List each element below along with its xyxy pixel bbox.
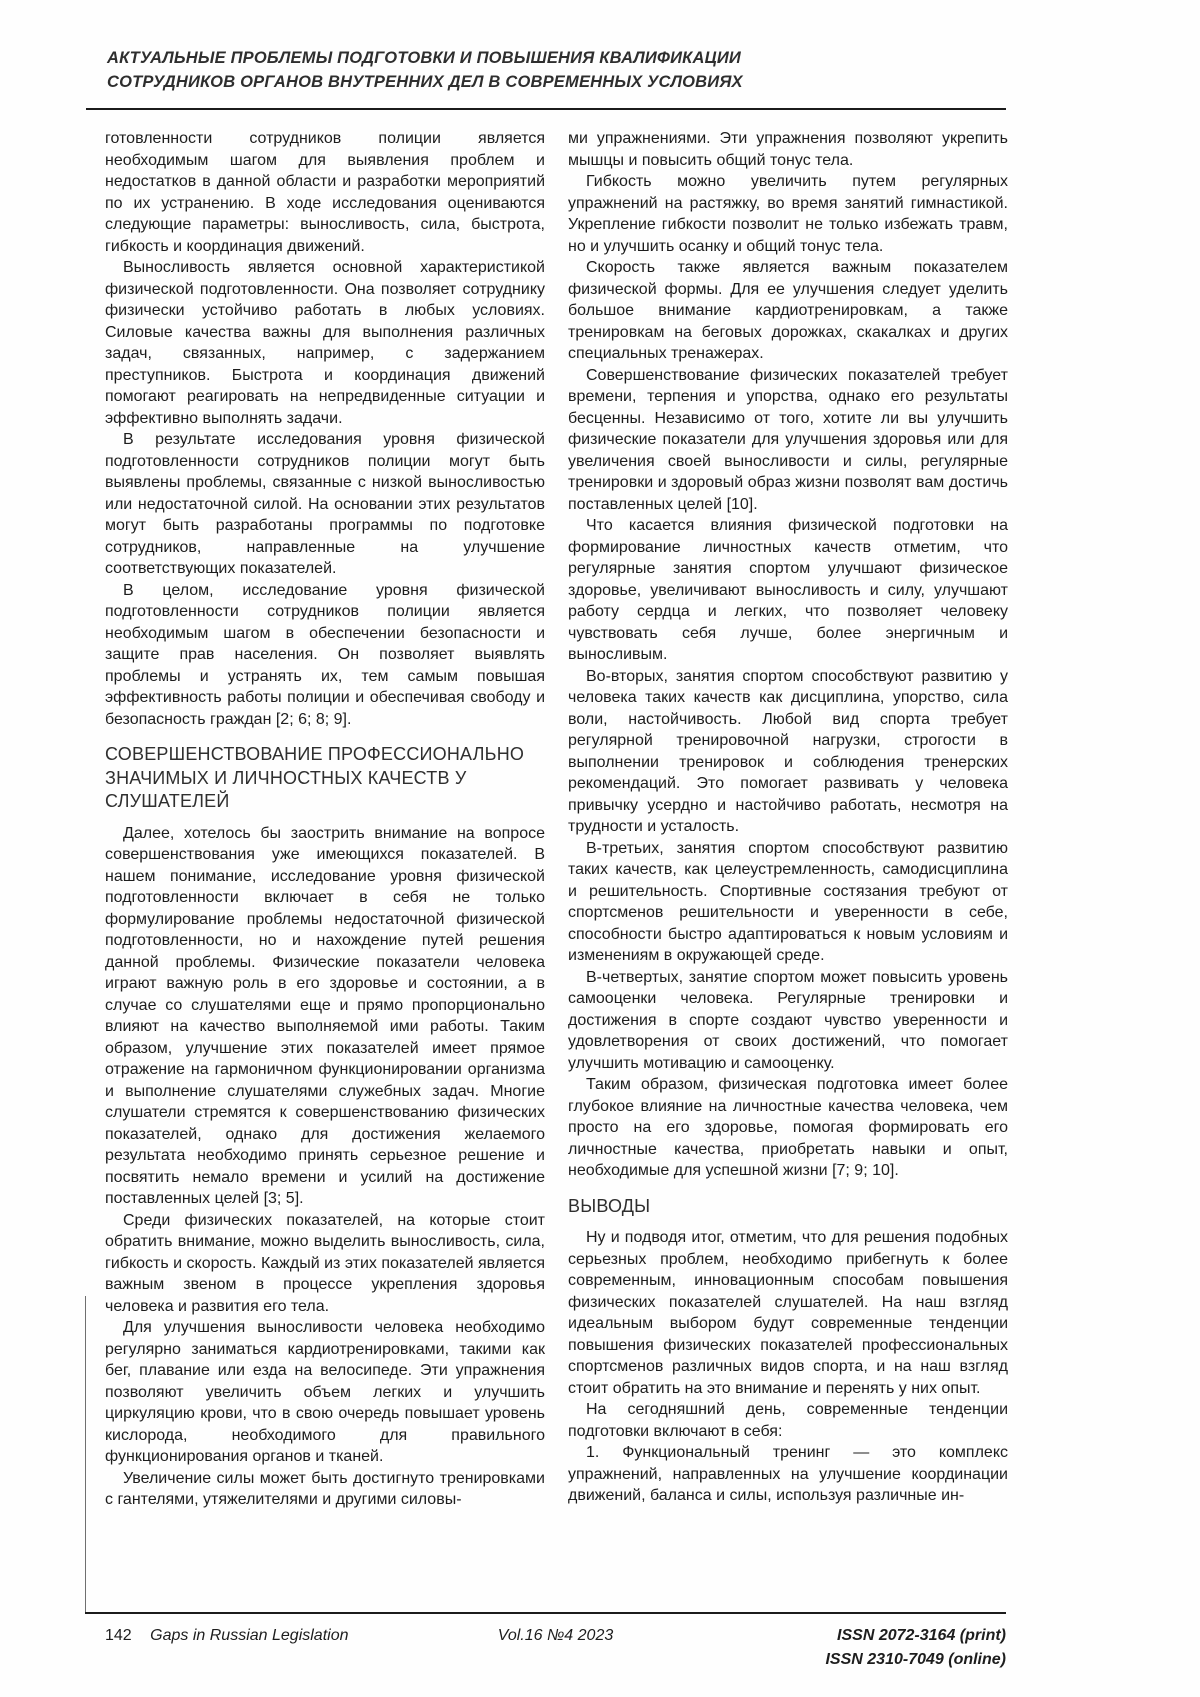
paragraph: Увеличение силы может быть достигнуто тренировками с гантелями, утяжелителями и другими силовы-	[105, 1469, 545, 1508]
paragraph: 1. Функциональный тренинг — это комплекс упражнений, направленных на улучшение координации движений, баланса и силы, используя различные ин-	[568, 1444, 1008, 1504]
paragraph: Совершенствование физических показателей требует времени, терпения и упорства, однако его результаты бесценны. Независимо от того, хотите ли вы улучшить физические показатели для улучшения здоровья или для увеличения своей выносливости и силы, регулярные тренировки и здоровый образ жизни позволят вам достичь поставленных целей [10].	[568, 366, 1008, 513]
paragraph: Выносливость является основной характеристикой физической подготовленности. Она позволяет сотруднику физически устойчиво работать в любых условиях. Силовые качества важны для выполнения различных задач, связанных, например, с задержанием преступников. Быстрота и координация движений помогают реагировать на непредвиденные ситуации и эффективно выполнять задачи.	[105, 259, 545, 427]
footer-rule	[85, 1612, 1006, 1614]
paragraph: Гибкость можно увеличить путем регулярных упражнений на растяжку, во время занятий гимнастикой. Укрепление гибкости позволит не только избежать травм, но и улучшить осанку и общий тонус тела.	[568, 173, 1008, 255]
issn-print: ISSN 2072-3164 (print)	[837, 1627, 1006, 1644]
section-heading-improvement: СОВЕРШЕНСТВОВАНИЕ ПРОФЕССИОНАЛЬНО ЗНАЧИМЫХ И ЛИЧНОСТНЫХ КАЧЕСТВ У СЛУШАТЕЛЕЙ	[105, 744, 525, 811]
footer-right	[825, 1624, 1006, 1672]
paragraph: Далее, хотелось бы заострить внимание на вопросе совершенствования уже имеющихся показателей. В нашем понимание, исследование уровня физической подготовленности включает в себя не только формулирование проблемы недостаточной физической подготовленности, но и нахождение путей решения данной проблемы. Физические показатели человека играют важную роль в его здоровье и состоянии, а в случае со слушателями еще и прямо пропорционально влияют на качество выполняемой ими работы. Таким образом, улучшение этих показателей имеет прямое отражение на гармоничном функционировании организма и выполнение слушателями служебных задач. Многие слушатели стремятся к совершенствованию физических показателей, однако для достижения желаемого результата необходимо принять серьезное решение и посвятить немало времени и усилий на достижение поставленных целей [3; 5].	[105, 824, 545, 1207]
section-heading-conclusions: ВЫВОДЫ	[568, 1195, 651, 1216]
left-column	[105, 128, 545, 1511]
paragraph: Для улучшения выносливости человека необходимо регулярно заниматься кардиотренировками, такими как бег, плавание или езда на велосипеде. Эти упражнения позволяют увеличить объем легких и улучшить циркуляцию крови, что в свою очередь повышает уровень кислорода, необходимого для правильного функционирования органов и тканей.	[105, 1319, 545, 1465]
right-column	[568, 128, 1008, 1511]
page-footer	[105, 1624, 1006, 1672]
paragraph: В-третьих, занятия спортом способствуют развитию таких качеств, как целеустремленность, самодисциплина и решительность. Спортивные состязания требуют от спортсменов решительности и уверенности в себе, способности быстро адаптироваться к новым условиям и изменениям в окружающей среде.	[568, 839, 1008, 964]
volume-info: Vol.16 №4 2023	[497, 1627, 614, 1644]
header-rule	[86, 108, 1006, 110]
paragraph: Таким образом, физическая подготовка имеет более глубокое влияние на личностные качества человека, чем просто на его здоровье, помогая формировать его личностные качества, приобретать навыки и опыт, необходимые для успешной жизни [7; 9; 10].	[568, 1076, 1008, 1179]
issn-online: ISSN 2310-7049 (online)	[825, 1651, 1006, 1668]
page-number: 142	[105, 1627, 132, 1644]
journal-title: Gaps in Russian Legislation	[150, 1627, 349, 1644]
paragraph: Во-вторых, занятия спортом способствуют развитию у человека таких качеств как дисциплина, упорство, сила воли, настойчивость. Любой вид спорта требует регулярной тренировочной нагрузки, строгости в выполнении тренировок и соблюдения тренерских рекомендаций. Это помогает развивать у человека привычку усердно и настойчиво работать, несмотря на трудности и усталость.	[568, 667, 1008, 835]
article-body	[105, 128, 1008, 1511]
paragraph: В-четвертых, занятие спортом может повысить уровень самооценки человека. Регулярные тренировки и достижения в спорте создают чувство уверенности и удовлетворения от своих достижений, что помогает улучшить мотивацию и самооценку.	[568, 968, 1008, 1072]
paragraph: На сегодняшний день, современные тенденции подготовки включают в себя:	[568, 1401, 1008, 1440]
paragraph: Что касается влияния физической подготовки на формирование личностных качеств отметим, что регулярные занятия спортом улучшают физическое здоровье, увеличивают выносливость и силу, улучшают работу сердца и легких, что позволяет человеку чувствовать себя лучше, более энергичным и выносливым.	[568, 517, 1008, 663]
footer-left	[105, 1624, 349, 1648]
paragraph: Среди физических показателей, на которые стоит обратить внимание, можно выделить выносливость, сила, гибкость и скорость. Каждый из этих показателей является важным звеном в процессе укрепления здоровья человека и развития его тела.	[105, 1211, 545, 1315]
paragraph: Ну и подводя итог, отметим, что для решения подобных серьезных проблем, необходимо прибегнуть к более современным, инновационным способам повышения физических показателей слушателей. На наш взгляд идеальным выбором будут современные тенденции повышения физических показателей профессиональных спортсменов различных видов спорта, и на наш взгляд стоит обратить на это внимание и перенять у них опыт.	[568, 1229, 1008, 1397]
left-margin-rule	[85, 1296, 86, 1612]
running-head-line1: АКТУАЛЬНЫЕ ПРОБЛЕМЫ ПОДГОТОВКИ И ПОВЫШЕНИЯ КВАЛИФИКАЦИИ	[107, 49, 741, 67]
paragraph: В результате исследования уровня физической подготовленности сотрудников полиции могут быть выявлены проблемы, связанные с низкой выносливостью или недостаточной силой. На основании этих результатов могут быть разработаны программы по подготовке сотрудников, направленные на улучшение соответствующих показателей.	[105, 431, 545, 577]
running-head-line2: СОТРУДНИКОВ ОРГАНОВ ВНУТРЕННИХ ДЕЛ В СОВРЕМЕННЫХ УСЛОВИЯХ	[107, 73, 743, 91]
paragraph: Скорость также является важным показателем физической формы. Для ее улучшения следует уделить большое внимание кардиотренировкам, а также тренировкам на беговых дорожках, скакалках и других специальных тренажерах.	[568, 259, 1008, 362]
paragraph: готовленности сотрудников полиции является необходимым шагом для выявления проблем и недостатков в данной области и разработки мероприятий по их устранению. В ходе исследования оцениваются следующие параметры: выносливость, сила, быстрота, гибкость и координация движений.	[105, 130, 545, 255]
running-head	[107, 46, 1007, 94]
paragraph: ми упражнениями. Эти упражнения позволяют укрепить мышцы и повысить общий тонус тела.	[568, 130, 1008, 169]
paragraph: В целом, исследование уровня физической подготовленности сотрудников полиции является необходимым шагом в обеспечении безопасности и защите прав населения. Он позволяет выявлять проблемы и устранять их, тем самым повышая эффективность работы полиции и обеспечивая свободу и безопасность граждан [2; 6; 8; 9].	[105, 581, 545, 728]
